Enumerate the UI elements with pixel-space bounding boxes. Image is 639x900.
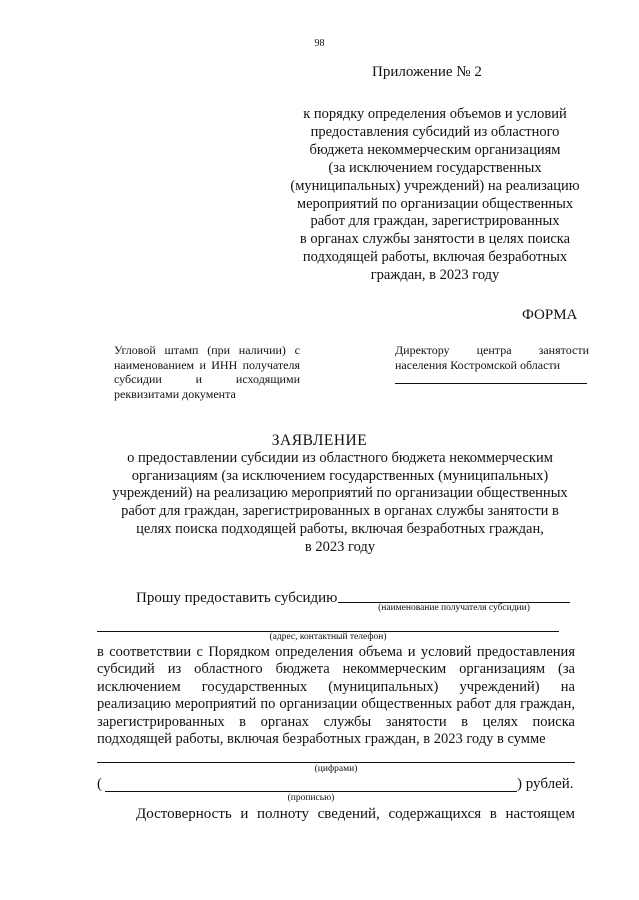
amount-digits-field[interactable] xyxy=(97,762,575,763)
appendix-line: граждан, в 2023 году xyxy=(370,267,500,284)
subject-line: учреждений) на реализацию мероприятий по организации общественных xyxy=(112,485,568,502)
appendix-line: работ для граждан, зарегистрированных xyxy=(310,213,560,230)
subject-line: о предоставлении субсидии из областного бюджета некоммерческим xyxy=(127,450,553,466)
appendix-description xyxy=(270,106,600,285)
body-paragraph: в соответствии с Порядком определения объема и условий предоставления субсидий из областного бюджета некоммерческим организациям (за исключением государственных (муниципальных) учреждений) на реализацию мероприятий по организации общественных работ для граждан, зарегистрированных в органах службы занятости в целях поиска подходящей работы, включая безработных граждан, в 2023 году в сумме xyxy=(97,644,575,748)
certification-paragraph: Достоверность и полноту сведений, содержащихся в настоящем xyxy=(136,806,575,822)
amount-words-caption: (прописью) xyxy=(287,793,335,803)
recipient-name-caption: (наименование получателя субсидии) xyxy=(378,603,530,613)
appendix-number: Приложение № 2 xyxy=(372,64,482,80)
address-phone-caption: (адрес, контактный телефон) xyxy=(269,632,387,642)
document-subject xyxy=(100,450,580,556)
addressee-block xyxy=(395,343,589,372)
addressee-signature-line[interactable] xyxy=(395,383,587,384)
corner-stamp-note: Угловой штамп (при наличии) с наименованием и ИНН получателя субсидии и исходящими реквизитами документа xyxy=(114,343,300,401)
rubles-suffix: ) рублей. xyxy=(517,776,574,792)
addressee-line-2: населения Костромской области xyxy=(395,357,561,372)
request-label: Прошу предоставить субсидию xyxy=(136,590,338,606)
document-title: ЗАЯВЛЕНИЕ xyxy=(271,432,368,449)
subject-line: работ для граждан, зарегистрированных в органах службы занятости в xyxy=(121,503,559,520)
appendix-line: в органах службы занятости в целях поиска xyxy=(299,231,571,248)
appendix-line: к порядку определения объемов и условий xyxy=(303,106,567,122)
subject-line: организациям (за исключением государственных (муниципальных) xyxy=(131,467,549,484)
page-number: 98 xyxy=(314,38,325,49)
subject-line: целях поиска подходящей работы, включая безработных граждан, xyxy=(136,520,544,537)
appendix-line: подходящей работы, включая безработных xyxy=(302,249,568,266)
amount-words-field[interactable] xyxy=(105,791,517,792)
appendix-line: бюджета некоммерческим организациям xyxy=(309,141,561,158)
appendix-line: (муниципальных) учреждений) на реализацию xyxy=(290,177,580,194)
amount-digits-caption: (цифрами) xyxy=(314,764,358,774)
open-parenthesis: ( xyxy=(97,776,102,792)
form-label: ФОРМА xyxy=(522,307,578,323)
appendix-line: (за исключением государственных xyxy=(328,159,542,176)
appendix-line: предоставления субсидий из областного xyxy=(310,123,560,140)
subject-line: в 2023 году xyxy=(304,538,376,555)
addressee-line-1: Директору центра занятости xyxy=(395,343,589,357)
appendix-line: мероприятий по организации общественных xyxy=(296,195,574,212)
